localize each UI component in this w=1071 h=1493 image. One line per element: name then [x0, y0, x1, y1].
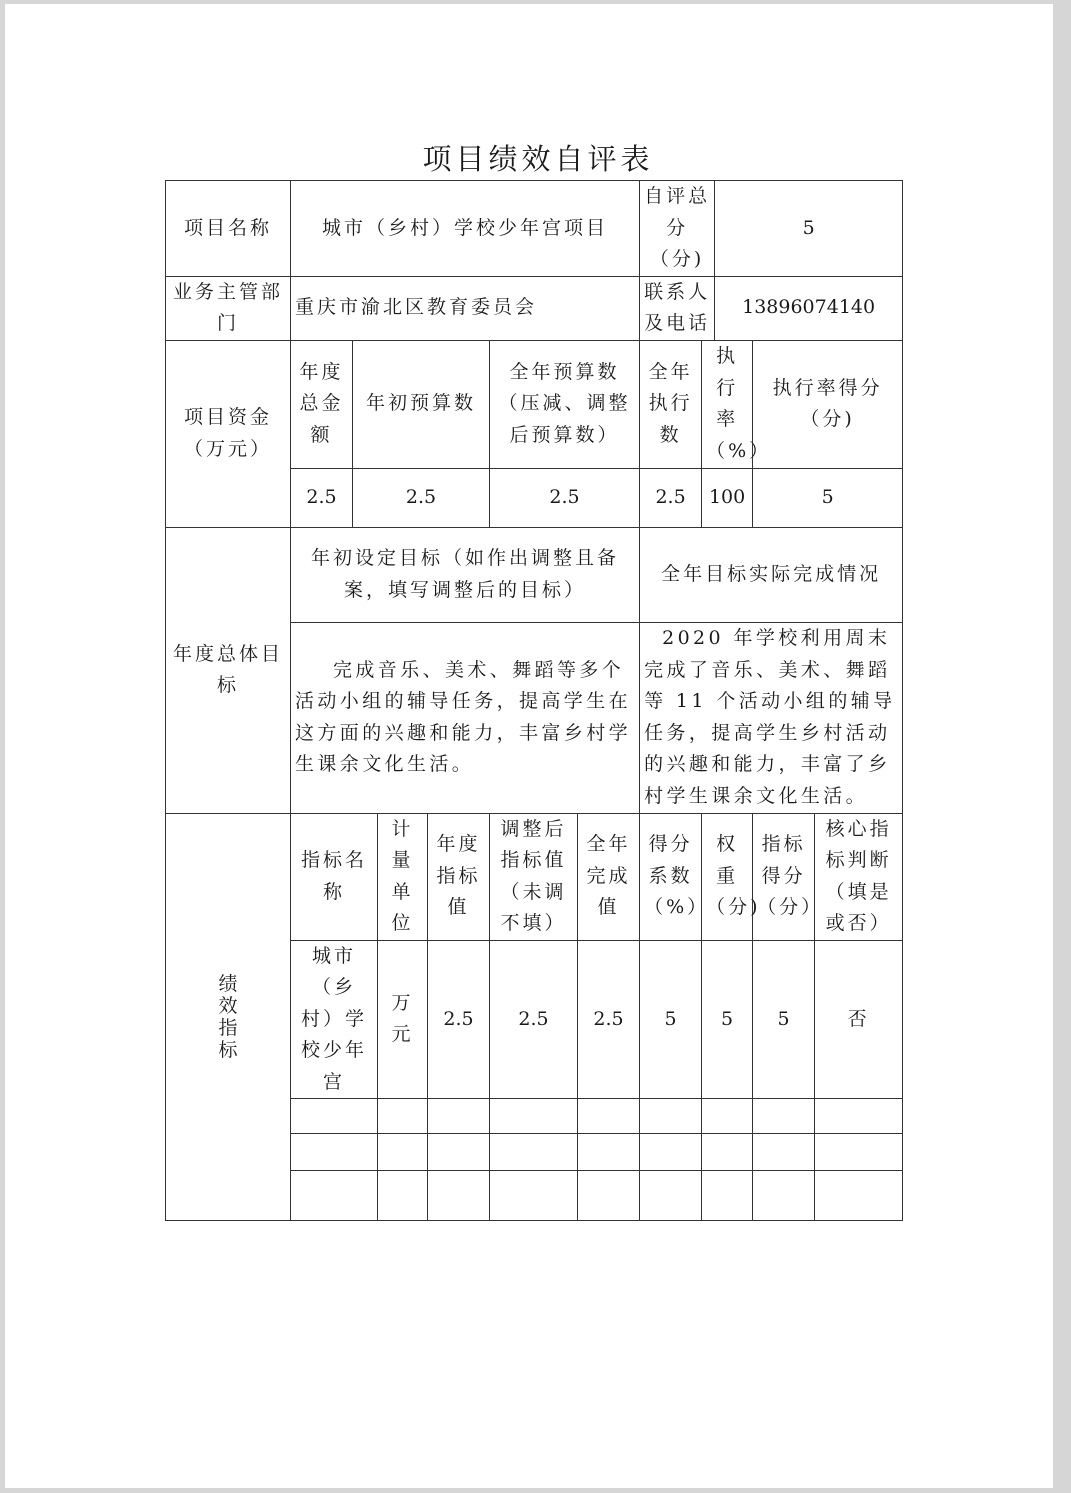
indicator-unit: 万元	[378, 940, 428, 1099]
document-page	[5, 4, 1053, 1488]
indicators-label-char: 标	[218, 1038, 238, 1061]
empty-cell	[578, 1099, 640, 1134]
indicators-label-char: 绩	[218, 972, 238, 995]
funds-annual-budget-header: 全年预算数（压减、调整后预算数）	[490, 340, 640, 468]
empty-cell	[378, 1134, 428, 1171]
empty-cell	[291, 1099, 378, 1134]
indicator-score-coef-header: 得分系数（%）	[640, 813, 702, 940]
funds-label: 项目资金（万元）	[166, 340, 291, 527]
indicator-weight: 5	[702, 940, 753, 1099]
self-score-value: 5	[715, 181, 903, 277]
empty-cell	[753, 1134, 815, 1171]
row-indicator-headers	[166, 813, 903, 940]
empty-cell	[815, 1099, 903, 1134]
empty-cell	[702, 1171, 753, 1221]
annual-goal-label: 年度总体目标	[166, 527, 291, 813]
funds-total-header: 年度总金额	[291, 340, 353, 468]
empty-cell	[428, 1134, 490, 1171]
project-name-label: 项目名称	[166, 181, 291, 277]
empty-cell	[291, 1171, 378, 1221]
empty-cell	[815, 1134, 903, 1171]
indicator-weight-header: 权重（分)	[702, 813, 753, 940]
goal-actual-header: 全年目标实际完成情况	[640, 527, 903, 622]
empty-cell	[428, 1171, 490, 1221]
empty-cell	[702, 1099, 753, 1134]
indicator-score-coef: 5	[640, 940, 702, 1099]
indicator-adjusted-value: 2.5	[490, 940, 578, 1099]
empty-cell	[490, 1134, 578, 1171]
empty-cell	[490, 1171, 578, 1221]
self-evaluation-table	[165, 180, 903, 1221]
contact-phone: 13896074140	[715, 276, 903, 340]
empty-cell	[428, 1099, 490, 1134]
funds-total-value: 2.5	[291, 468, 353, 527]
empty-cell	[378, 1171, 428, 1221]
indicator-adjusted-value-header: 调整后指标值（未调不填）	[490, 813, 578, 940]
page-title: 项目绩效自评表	[422, 142, 654, 176]
empty-cell	[578, 1171, 640, 1221]
funds-exec-rate-score-header: 执行率得分（分)	[753, 340, 903, 468]
funds-exec-rate-value: 100	[702, 468, 753, 527]
funds-executed-header: 全年执行数	[640, 340, 702, 468]
goal-set-text: 完成音乐、美术、舞蹈等多个活动小组的辅导任务，提高学生在这方面的兴趣和能力，丰富乡村学生课余文化生活。	[291, 622, 640, 813]
indicator-score: 5	[753, 940, 815, 1099]
funds-initial-budget-value: 2.5	[353, 468, 490, 527]
empty-cell	[291, 1134, 378, 1171]
self-score-label: 自评总分（分)	[640, 181, 715, 277]
funds-annual-budget-value: 2.5	[490, 468, 640, 527]
funds-exec-rate-score-value: 5	[753, 468, 903, 527]
row-department	[166, 276, 903, 340]
empty-cell	[753, 1171, 815, 1221]
empty-cell	[753, 1099, 815, 1134]
empty-cell	[640, 1099, 702, 1134]
funds-executed-value: 2.5	[640, 468, 702, 527]
empty-cell	[490, 1099, 578, 1134]
indicator-score-header: 指标得分（分）	[753, 813, 815, 940]
indicator-name: 城市（乡村）学校少年宫	[291, 940, 378, 1099]
empty-cell	[578, 1134, 640, 1171]
indicator-annual-value: 2.5	[428, 940, 490, 1099]
goal-actual-text: 2020 年学校利用周末完成了音乐、美术、舞蹈等 11 个活动小组的辅导任务，提高学生乡村活动的兴趣和能力，丰富了乡村学生课余文化生活。	[640, 622, 903, 813]
indicator-core-header: 核心指标判断（填是或否）	[815, 813, 903, 940]
empty-cell	[815, 1171, 903, 1221]
empty-cell	[640, 1171, 702, 1221]
indicator-completed-value-header: 全年完成值	[578, 813, 640, 940]
indicators-label-char: 效	[218, 994, 238, 1017]
indicator-completed-value: 2.5	[578, 940, 640, 1099]
row-project-name	[166, 181, 903, 277]
row-funds-headers	[166, 340, 903, 468]
indicator-name-header: 指标名称	[291, 813, 378, 940]
indicator-annual-value-header: 年度指标值	[428, 813, 490, 940]
indicators-label	[166, 813, 291, 1221]
empty-cell	[702, 1134, 753, 1171]
indicators-label-char: 指	[218, 1016, 238, 1039]
project-name-value: 城市（乡村）学校少年宫项目	[291, 181, 640, 277]
department-value: 重庆市渝北区教育委员会	[291, 276, 640, 340]
department-label: 业务主管部门	[166, 276, 291, 340]
goal-set-header: 年初设定目标（如作出调整且备案，填写调整后的目标）	[291, 527, 640, 622]
indicator-core: 否	[815, 940, 903, 1099]
empty-cell	[378, 1099, 428, 1134]
funds-exec-rate-header: 执行率（%）	[702, 340, 753, 468]
funds-initial-budget-header: 年初预算数	[353, 340, 490, 468]
contact-label: 联系人及电话	[640, 276, 715, 340]
indicator-unit-header: 计量单位	[378, 813, 428, 940]
row-goal-headers	[166, 527, 903, 622]
empty-cell	[640, 1134, 702, 1171]
